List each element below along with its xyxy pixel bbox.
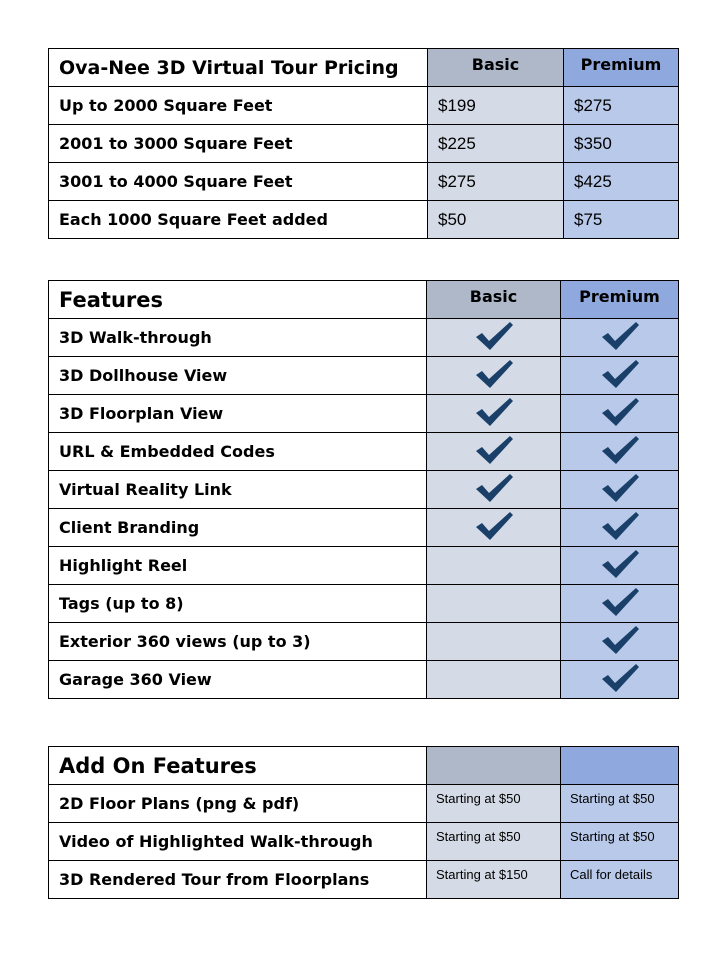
- feature-row-label: 3D Walk-through: [49, 319, 427, 357]
- table-row: [49, 823, 679, 861]
- feature-premium-cell: [561, 395, 679, 433]
- feature-row-label: 3D Floorplan View: [49, 395, 427, 433]
- checkmark-icon: [600, 396, 640, 428]
- features-basic-header: Basic: [427, 281, 561, 319]
- features-header-row: [49, 281, 679, 319]
- feature-basic-cell: [427, 319, 561, 357]
- feature-row-label: URL & Embedded Codes: [49, 433, 427, 471]
- feature-premium-cell: [561, 585, 679, 623]
- feature-basic-cell: [427, 357, 561, 395]
- table-row: [49, 509, 679, 547]
- pricing-basic-price: $225: [428, 125, 564, 163]
- features-table: [48, 280, 679, 699]
- checkmark-icon: [600, 662, 640, 694]
- checkmark-icon: [600, 320, 640, 352]
- feature-row-label: Exterior 360 views (up to 3): [49, 623, 427, 661]
- addon-basic-price: Starting at $50: [427, 785, 561, 823]
- table-row: [49, 163, 679, 201]
- features-title: Features: [49, 281, 427, 319]
- feature-premium-cell: [561, 623, 679, 661]
- table-row: [49, 87, 679, 125]
- addons-premium-header: [561, 747, 679, 785]
- table-row: [49, 357, 679, 395]
- addon-row-label: Video of Highlighted Walk-through: [49, 823, 427, 861]
- pricing-row-label: 3001 to 4000 Square Feet: [49, 163, 428, 201]
- table-row: [49, 661, 679, 699]
- pricing-row-label: 2001 to 3000 Square Feet: [49, 125, 428, 163]
- addon-row-label: 3D Rendered Tour from Floorplans: [49, 861, 427, 899]
- addons-title: Add On Features: [49, 747, 427, 785]
- feature-premium-cell: [561, 433, 679, 471]
- feature-basic-cell: [427, 433, 561, 471]
- feature-basic-cell: [427, 395, 561, 433]
- pricing-premium-price: $425: [564, 163, 679, 201]
- checkmark-icon: [474, 320, 514, 352]
- pricing-row-label: Up to 2000 Square Feet: [49, 87, 428, 125]
- checkmark-icon: [600, 624, 640, 656]
- checkmark-icon: [600, 472, 640, 504]
- feature-row-label: Tags (up to 8): [49, 585, 427, 623]
- table-row: [49, 861, 679, 899]
- pricing-row-label: Each 1000 Square Feet added: [49, 201, 428, 239]
- feature-basic-cell: [427, 623, 561, 661]
- pricing-premium-header: Premium: [564, 49, 679, 87]
- pricing-basic-price: $199: [428, 87, 564, 125]
- pricing-title: Ova-Nee 3D Virtual Tour Pricing: [49, 49, 428, 87]
- addons-table: [48, 746, 679, 899]
- table-row: [49, 547, 679, 585]
- checkmark-icon: [600, 586, 640, 618]
- pricing-basic-header: Basic: [428, 49, 564, 87]
- table-row: [49, 785, 679, 823]
- feature-row-label: Client Branding: [49, 509, 427, 547]
- pricing-table: [48, 48, 679, 239]
- feature-row-label: 3D Dollhouse View: [49, 357, 427, 395]
- feature-basic-cell: [427, 471, 561, 509]
- feature-premium-cell: [561, 471, 679, 509]
- table-row: [49, 395, 679, 433]
- addon-basic-price: Starting at $50: [427, 823, 561, 861]
- feature-row-label: Garage 360 View: [49, 661, 427, 699]
- addons-basic-header: [427, 747, 561, 785]
- features-body: [49, 319, 679, 699]
- feature-basic-cell: [427, 509, 561, 547]
- addon-premium-price: Call for details: [561, 861, 679, 899]
- addon-row-label: 2D Floor Plans (png & pdf): [49, 785, 427, 823]
- checkmark-icon: [474, 396, 514, 428]
- checkmark-icon: [600, 510, 640, 542]
- feature-premium-cell: [561, 547, 679, 585]
- pricing-premium-price: $75: [564, 201, 679, 239]
- feature-basic-cell: [427, 585, 561, 623]
- addons-header-row: [49, 747, 679, 785]
- table-row: [49, 201, 679, 239]
- feature-premium-cell: [561, 319, 679, 357]
- checkmark-icon: [474, 434, 514, 466]
- feature-row-label: Highlight Reel: [49, 547, 427, 585]
- features-premium-header: Premium: [561, 281, 679, 319]
- pricing-premium-price: $350: [564, 125, 679, 163]
- checkmark-icon: [600, 548, 640, 580]
- checkmark-icon: [474, 510, 514, 542]
- pricing-header-row: [49, 49, 679, 87]
- pricing-basic-price: $275: [428, 163, 564, 201]
- feature-row-label: Virtual Reality Link: [49, 471, 427, 509]
- checkmark-icon: [600, 358, 640, 390]
- checkmark-icon: [600, 434, 640, 466]
- pricing-premium-price: $275: [564, 87, 679, 125]
- addon-premium-price: Starting at $50: [561, 823, 679, 861]
- feature-premium-cell: [561, 509, 679, 547]
- table-row: [49, 623, 679, 661]
- table-row: [49, 125, 679, 163]
- addon-premium-price: Starting at $50: [561, 785, 679, 823]
- pricing-basic-price: $50: [428, 201, 564, 239]
- table-row: [49, 433, 679, 471]
- table-row: [49, 319, 679, 357]
- feature-premium-cell: [561, 661, 679, 699]
- feature-premium-cell: [561, 357, 679, 395]
- feature-basic-cell: [427, 661, 561, 699]
- table-row: [49, 585, 679, 623]
- table-row: [49, 471, 679, 509]
- checkmark-icon: [474, 472, 514, 504]
- addon-basic-price: Starting at $150: [427, 861, 561, 899]
- checkmark-icon: [474, 358, 514, 390]
- feature-basic-cell: [427, 547, 561, 585]
